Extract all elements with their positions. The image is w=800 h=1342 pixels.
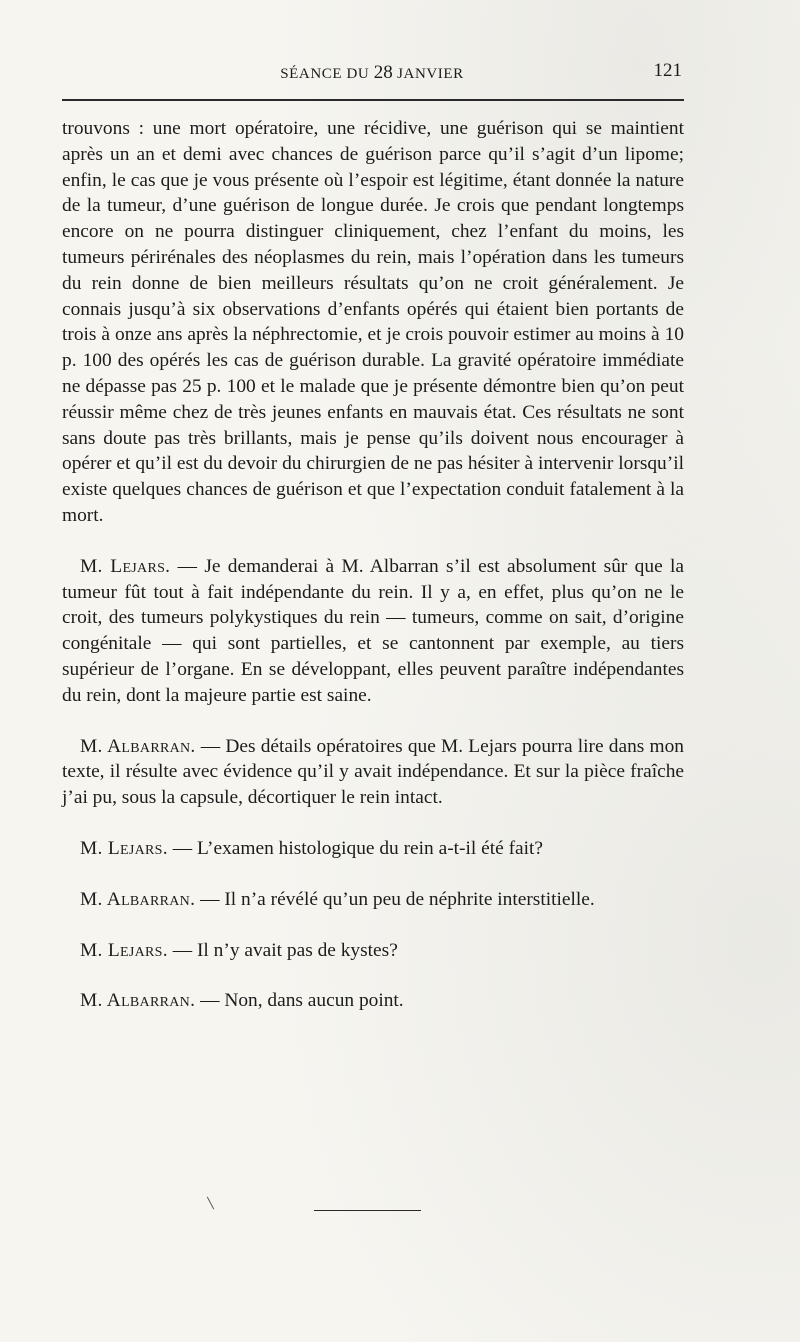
paragraph-continuation — [62, 116, 684, 529]
dash: — — [170, 555, 205, 577]
dash: — — [167, 837, 197, 859]
stray-ink-mark — [207, 1197, 214, 1210]
dash: — — [195, 990, 225, 1012]
section-end-rule — [314, 1210, 421, 1211]
dash: — — [167, 939, 197, 961]
paragraph-text: Il n’y avait pas de kystes? — [196, 939, 398, 961]
paragraph-albarran-final — [62, 988, 684, 1014]
dash: — — [195, 735, 226, 757]
speaker-name: M. Albarran. — [80, 735, 196, 757]
paragraph-text: Il n’a révélé qu’un peu de néphrite interstitielle. — [224, 888, 595, 910]
running-title-post: JANVIER — [392, 66, 464, 82]
paragraph-lejars-question — [62, 554, 684, 709]
running-title-number: 28 — [373, 62, 393, 83]
page-header — [62, 62, 682, 86]
paragraph-text: trouvons : une mort opératoire, une récidive, une guérison qui se maintient après un an et demi avec chances de guérison parce qu’il s’agit d’un lipome; enfin, le cas que je vous présente où l’espoir est légitime, étant donnée la nature de la tumeur, d’une guérison de longue durée. Je crois que pendant longtemps encore on ne pourra distinguer cliniquement, chez l’enfant du moins, les tumeurs périrénales des néoplasmes du rein, mais l’opération dans les tumeurs du rein donne de bien meilleurs résultats qu’on ne croit généralement. Je connais jusqu’à six observations d’enfants opérés qui étaient bien portants de trois à onze ans après la néphrectomie, et je crois pouvoir estimer au moins à 10 p. 100 des opérés les cas de guérison durable. La gravité opératoire immédiate ne dépasse pas 25 p. 100 et le malade que je présente démontre bien qu’on peut réussir même chez de très jeunes enfants en mauvais état. Ces résultats ne sont sans doute pas très brillants, mais je pense qu’ils doivent nous encourager à opérer et qu’il est du devoir du chirurgien de ne pas hésiter à intervenir lorsqu’il existe quelques chances de guérison et que l’expectation conduit fatalement à la mort. — [62, 118, 684, 526]
running-title-pre: SÉANCE DU — [280, 66, 374, 82]
speaker-name: M. Albarran. — [80, 888, 196, 910]
running-title — [62, 62, 682, 84]
paragraph-text: L’examen histologique du rein a-t-il été fait? — [196, 837, 544, 859]
paragraph-lejars-histology — [62, 836, 684, 862]
paragraph-albarran-reply — [62, 734, 684, 811]
paragraph-text: Des détails opératoires que M. Lejars pourra lire dans mon texte, il résulte avec évidence qu’il y avait indépendance. Et sur la pièce fraîche j’ai pu, sous la capsule, décortiquer le rein intact. — [62, 735, 684, 809]
dash: — — [195, 888, 225, 910]
speaker-name: M. Lejars. — [80, 837, 168, 859]
paragraph-text: Non, dans aucun point. — [224, 990, 404, 1012]
speaker-name: M. Lejars. — [80, 555, 171, 577]
body-text — [62, 116, 684, 1014]
paragraph-albarran-nephritis — [62, 887, 684, 913]
paragraph-text: Je demanderai à M. Albarran s’il est absolument sûr que la tumeur fût tout à fait indépendante du rein. Il y a, en effet, plus qu’on ne le croit, des tumeurs polykystiques du rein — tumeurs, comme on sait, d’origine congénitale — qui sont partielles, et se cantonnent par exemple, au tiers supérieur de l’organe. En se développant, elles peuvent paraître indépendantes du rein, dont la majeure partie est saine. — [62, 555, 684, 706]
page-number: 121 — [653, 60, 682, 81]
speaker-name: M. Albarran. — [80, 990, 196, 1012]
header-rule — [62, 99, 684, 101]
paragraph-lejars-cysts — [62, 938, 684, 964]
speaker-name: M. Lejars. — [80, 939, 168, 961]
